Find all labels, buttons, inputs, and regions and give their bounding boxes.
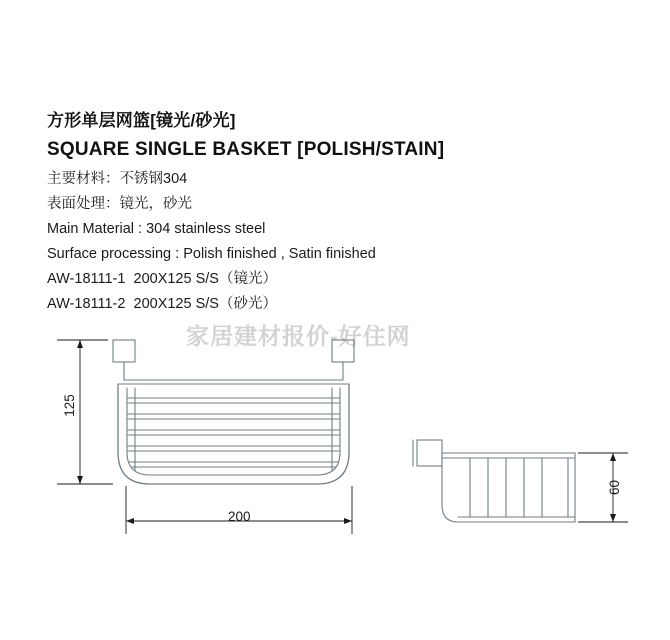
spec-line-material-en: Main Material : 304 stainless steel [47, 220, 266, 237]
arrow-height-top [77, 340, 83, 348]
spec-line-model-1: AW-18111-1 200X125 S/S（镜光） [47, 270, 277, 287]
front-dimension-group [57, 340, 352, 534]
side-back-curve [442, 458, 458, 522]
arrow-width-left [126, 518, 134, 524]
front-view-group [113, 340, 354, 484]
arrow-width-right [344, 518, 352, 524]
side-view-group [413, 440, 575, 522]
spec-line-surface-cn: 表面处理：镜光，砂光 [47, 195, 192, 212]
product-title-chinese: 方形单层网篮[镜光/砂光] [47, 111, 236, 130]
dimension-label-side-height: 60 [607, 479, 623, 496]
spec-line-model-2: AW-18111-2 200X125 S/S（砂光） [47, 295, 277, 312]
product-title-english: SQUARE SINGLE BASKET [POLISH/STAIN] [47, 138, 445, 160]
arrow-side-top [610, 453, 616, 461]
front-wall-mount-left [113, 340, 135, 362]
spec-line-material-cn: 主要材料：不锈钢304 [47, 171, 188, 188]
watermark-text: 家居建材报价-好住网 [186, 323, 411, 349]
side-wall-mount [417, 440, 442, 466]
front-basket-outline [118, 384, 349, 484]
dimension-label-height: 125 [61, 394, 77, 417]
dimension-label-width: 200 [228, 509, 251, 524]
arrow-side-bottom [610, 514, 616, 522]
arrow-height-bottom [77, 476, 83, 484]
spec-line-surface-en: Surface processing : Polish finished , Satin finished [47, 245, 376, 262]
front-wall-mount-right [332, 340, 354, 362]
